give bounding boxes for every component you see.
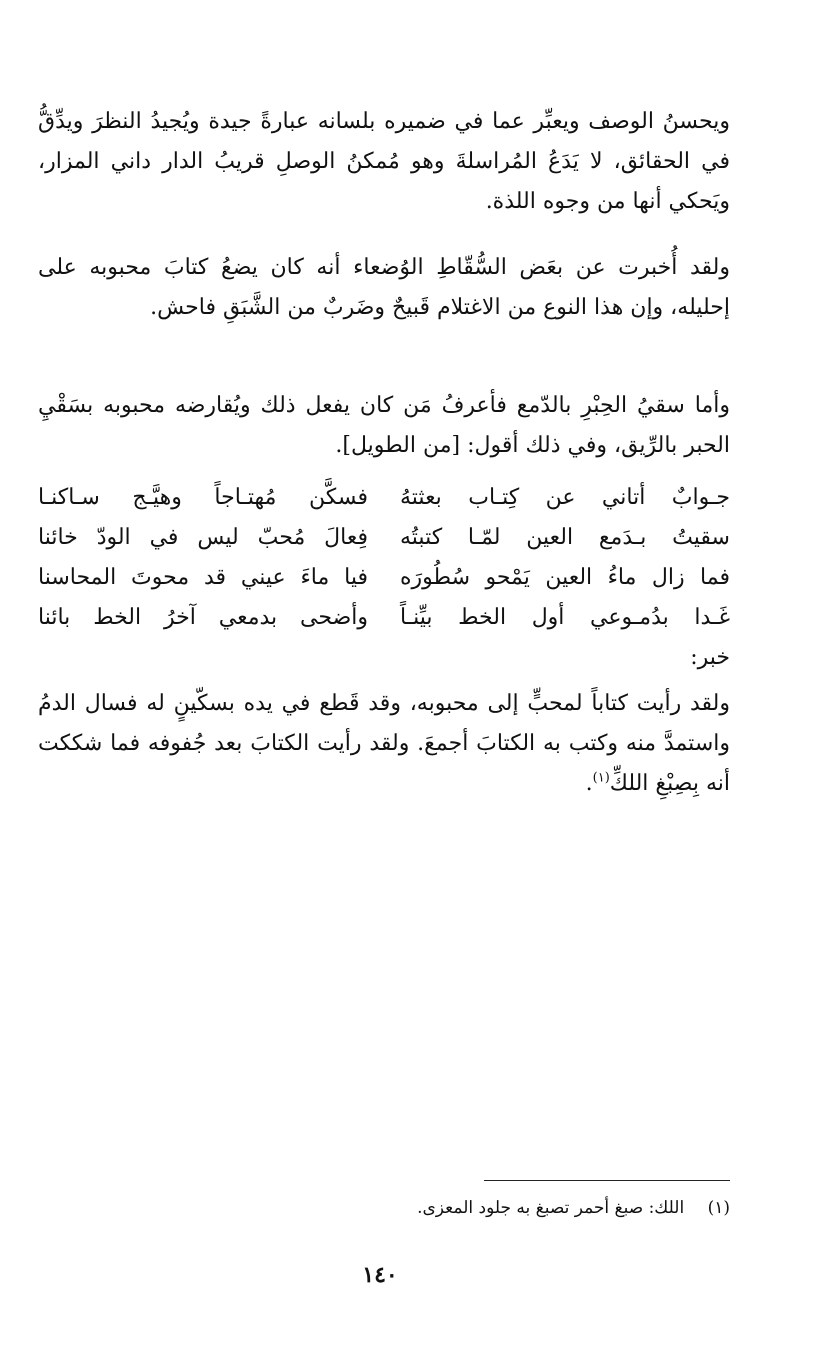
paragraph-4-text: ولقد رأيت كتاباً لمحبٍّ إلى محبوبه، وقد قَطع في يده بسكّينٍ له فسال الدمُ واستمدَّ منه وكتب به الكتابَ أجمعَ. ولقد رأيت الكتابَ بعد جُفوفه فما شككت أنه بِصِبْغِ اللكِّ	[38, 691, 730, 796]
footnote-divider	[484, 1180, 730, 1181]
paragraph-1: ويحسنُ الوصف ويعبِّر عما في ضميره بلسانه عبارةً جيدة ويُجيدُ النظرَ ويدِّقُّ في الحقائق، لا يَدَعُ المُراسلةَ وهو مُمكنُ الوصلِ قريبُ الدار داني المزار، ويَحكي أنها من وجوه اللذة.	[38, 109, 730, 214]
footnote	[417, 1194, 730, 1222]
paragraph-4: ولقد رأيت كتاباً لمحبٍّ إلى محبوبه، وقد قَطع في يده بسكّينٍ له فسال الدمُ واستمدَّ منه وكتب به الكتابَ أجمعَ. ولقد رأيت الكتابَ بعد جُفوفه فما شككت أنه بِصِبْغِ اللكِّ$^{(١)}$.	[38, 691, 730, 796]
paragraph-3: وأما سقيُ الحِبْرِ بالدّمع فأعرفُ مَن كان يفعل ذلك ويُقارضه محبوبه بسَقْيِ الحبر بالرِّيق، وفي ذلك أقول: [من الطويل].	[38, 393, 730, 458]
footnote-number: (١)	[707, 1198, 730, 1218]
verse-second-hemistich: فِعالَ مُحبّ ليس في الودّ خائنا	[38, 525, 368, 550]
verse-first-hemistich: سقيتُ بـدَمع العين لمّـا كتبتُه	[400, 525, 730, 550]
verse-first-hemistich: جـوابٌ أتاني عن كِتـاب بعثتهُ	[400, 485, 730, 510]
verse-line	[38, 558, 730, 598]
verse-first-hemistich: غَـدا بدُمـوعي أول الخط بيِّنـاً	[400, 605, 730, 630]
verse-first-hemistich: فما زال ماءُ العين يَمْحو سُطُورَه	[400, 565, 730, 590]
footnote-text: اللك: صبغ أحمر تصبغ به جلود المعزى.	[417, 1198, 685, 1218]
page-number: ١٤٠	[362, 1262, 398, 1288]
verse-line	[38, 598, 730, 638]
poem	[38, 478, 730, 638]
verse-line	[38, 518, 730, 558]
verse-second-hemistich: فسكَّن مُهتـاجاً وهيَّـج سـاكنـا	[38, 485, 368, 510]
verse-second-hemistich: وأضحى بدمعي آخرُ الخط بائنا	[38, 605, 368, 630]
footnote-marker: (١)	[592, 770, 610, 786]
paragraph-2: ولقد أُخبرت عن بعَض السُّقّاطِ الوُضعاء أنه كان يضعُ كتابَ محبوبه على إحليله، وإن هذا النوع من الاغتلام قَبيحٌ وضَربٌ من الشَّبَقِ فاحش.	[38, 255, 730, 320]
verse-second-hemistich: فيا ماءَ عيني قد محوتَ المحاسنا	[38, 565, 368, 590]
verse-line	[38, 478, 730, 518]
section-label: خبر:	[690, 645, 730, 670]
